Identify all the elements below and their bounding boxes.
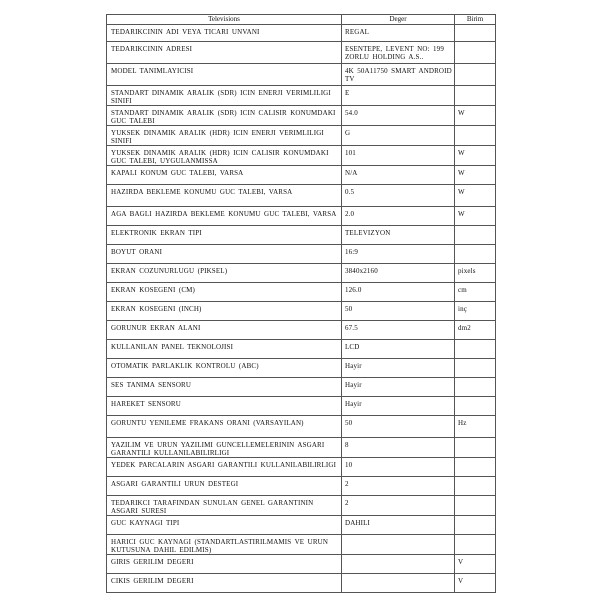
table-row (107, 359, 496, 378)
value-cell (342, 516, 455, 535)
table-row (107, 226, 496, 245)
table-row (107, 496, 496, 516)
value-cell (342, 477, 455, 496)
value-cell (342, 185, 455, 207)
parameter-value: G (345, 129, 351, 137)
unit-cell (455, 397, 496, 416)
value-cell (342, 574, 455, 593)
value-cell (342, 378, 455, 397)
table-row (107, 64, 496, 86)
parameter-label: GIRIS GERILIM DEGERI (111, 558, 194, 566)
parameter-unit: Hz (458, 419, 467, 427)
table-row (107, 516, 496, 535)
parameter-label: AGA BAGLI HAZIRDA BEKLEME KONUMU GUC TALEBI, VARSA (111, 210, 337, 218)
parameter-label: KULLANILAN PANEL TEKNOLOJISI (111, 343, 234, 351)
unit-cell (455, 574, 496, 593)
parameter-value: LCD (345, 343, 360, 351)
parameter-value: 101 (345, 149, 356, 157)
parameter-unit (455, 64, 495, 68)
table-row (107, 245, 496, 264)
parameter-unit: W (458, 109, 465, 117)
unit-cell (455, 146, 496, 166)
value-cell (342, 535, 455, 555)
value-cell (342, 264, 455, 283)
parameter-value: TELEVIZYON (345, 229, 391, 237)
value-cell (342, 340, 455, 359)
parameter-label: STANDART DINAMIK ARALIK (SDR) ICIN ENERJI VERIMLILIGI SINIFI (111, 89, 331, 105)
parameter-value: Hayir (345, 400, 362, 408)
value-cell (342, 283, 455, 302)
parameter-cell (107, 302, 342, 321)
unit-cell (455, 438, 496, 458)
table-row (107, 283, 496, 302)
parameter-value: 2 (345, 480, 349, 488)
parameter-cell (107, 438, 342, 458)
table-row (107, 438, 496, 458)
parameter-unit: pixels (458, 267, 476, 275)
value-cell (342, 496, 455, 516)
unit-cell (455, 496, 496, 516)
parameter-value: 4K 50A11750 SMART ANDROID TV (345, 67, 452, 83)
value-cell (342, 146, 455, 166)
parameter-label: GORUNTU YENILEME FRAKANS ORANI (VARSAYILAN) (111, 419, 304, 427)
table-row (107, 106, 496, 126)
parameter-unit (455, 477, 495, 481)
parameter-value: 8 (345, 441, 349, 449)
parameter-cell (107, 166, 342, 185)
parameter-unit: cm (458, 286, 467, 294)
parameter-value: ESENTEPE, LEVENT NO: 199 ZORLU HOLDING A.S.. (345, 45, 444, 61)
parameter-unit (455, 378, 495, 382)
value-cell (342, 226, 455, 245)
parameter-cell (107, 86, 342, 106)
table-row (107, 264, 496, 283)
header-televisions: Televisions (107, 15, 342, 25)
parameter-cell (107, 496, 342, 516)
parameter-unit (455, 340, 495, 344)
parameter-label: TEDARIKCI TARAFINDAN SUNULAN GENEL GARANTININ ASGARI SURESI (111, 499, 314, 515)
parameter-label: EKRAN KOSEGENI (INCH) (111, 305, 202, 313)
unit-cell (455, 458, 496, 477)
parameter-value: 126.0 (345, 286, 362, 294)
table-row (107, 416, 496, 438)
parameter-unit: W (458, 149, 465, 157)
unit-cell (455, 185, 496, 207)
value-cell (342, 25, 455, 42)
parameter-cell (107, 146, 342, 166)
parameter-value: 2 (345, 499, 349, 507)
parameter-unit (455, 25, 495, 29)
parameter-label: TEDARIKCININ ADRESI (111, 45, 193, 53)
parameter-label: STANDART DINAMIK ARALIK (SDR) ICIN CALISIR KONUMDAKI GUC TALEBI (111, 109, 336, 125)
parameter-unit (455, 226, 495, 230)
parameter-cell (107, 535, 342, 555)
unit-cell (455, 416, 496, 438)
parameter-value: 16:9 (345, 248, 359, 256)
parameter-cell (107, 42, 342, 64)
parameter-label: HAREKET SENSORU (111, 400, 181, 408)
table-row (107, 321, 496, 340)
table-row (107, 535, 496, 555)
unit-cell (455, 555, 496, 574)
header-deger: Deger (342, 15, 455, 25)
table-row (107, 574, 496, 593)
parameter-value: N/A (345, 169, 358, 177)
table-row (107, 185, 496, 207)
parameter-cell (107, 516, 342, 535)
parameter-unit (455, 359, 495, 363)
unit-cell (455, 207, 496, 226)
value-cell (342, 397, 455, 416)
unit-cell (455, 245, 496, 264)
parameter-label: OTOMATIK PARLAKLIK KONTROLU (ABC) (111, 362, 259, 370)
table-row (107, 555, 496, 574)
table-body (107, 25, 496, 593)
parameter-unit (455, 516, 495, 520)
parameter-value: 0.5 (345, 188, 355, 196)
parameter-unit (455, 42, 495, 46)
unit-cell (455, 86, 496, 106)
parameter-label: ELEKTRONIK EKRAN TIPI (111, 229, 202, 237)
value-cell (342, 245, 455, 264)
parameter-label: TEDARIKCININ ADI VEYA TICARI UNVANI (111, 28, 260, 36)
value-cell (342, 42, 455, 64)
value-cell (342, 64, 455, 86)
parameter-label: KAPALI KONUM GUC TALEBI, VARSA (111, 169, 244, 177)
table-row (107, 42, 496, 64)
parameter-value (342, 574, 454, 578)
parameter-unit: W (458, 188, 465, 196)
parameter-cell (107, 574, 342, 593)
value-cell (342, 555, 455, 574)
unit-cell (455, 166, 496, 185)
parameter-cell (107, 477, 342, 496)
parameter-unit: inç (458, 305, 468, 313)
parameter-unit (455, 397, 495, 401)
parameter-cell (107, 245, 342, 264)
parameter-value: DAHILI (345, 519, 371, 527)
parameter-label: EKRAN COZUNURLUGU (PIKSEL) (111, 267, 228, 275)
unit-cell (455, 359, 496, 378)
unit-cell (455, 477, 496, 496)
spec-sheet (106, 14, 495, 593)
parameter-unit (455, 535, 495, 539)
parameter-unit: V (458, 577, 464, 585)
unit-cell (455, 535, 496, 555)
unit-cell (455, 302, 496, 321)
parameter-cell (107, 185, 342, 207)
parameter-cell (107, 283, 342, 302)
value-cell (342, 126, 455, 146)
parameter-label: MODEL TANIMLAYICISI (111, 67, 194, 75)
value-cell (342, 106, 455, 126)
table-row (107, 378, 496, 397)
parameter-unit (455, 438, 495, 442)
table-row (107, 397, 496, 416)
value-cell (342, 86, 455, 106)
table-row (107, 25, 496, 42)
table-row (107, 340, 496, 359)
parameter-value: 50 (345, 305, 353, 313)
parameter-cell (107, 25, 342, 42)
value-cell (342, 416, 455, 438)
parameter-label: HAZIRDA BEKLEME KONUMU GUC TALEBI, VARSA (111, 188, 293, 196)
parameter-unit: W (458, 169, 465, 177)
parameter-cell (107, 397, 342, 416)
parameter-value: Hayir (345, 362, 362, 370)
parameter-value: 67.5 (345, 324, 358, 332)
parameter-value: 54.0 (345, 109, 358, 117)
table-row (107, 86, 496, 106)
parameter-label: SES TANIMA SENSORU (111, 381, 192, 389)
parameter-value: REGAL (345, 28, 370, 36)
product-info-table (106, 14, 496, 593)
parameter-value: E (345, 89, 350, 97)
parameter-unit: dm2 (458, 324, 471, 332)
parameter-label: BOYUT ORANI (111, 248, 163, 256)
value-cell (342, 166, 455, 185)
parameter-value: Hayir (345, 381, 362, 389)
value-cell (342, 359, 455, 378)
table-row (107, 477, 496, 496)
parameter-cell (107, 207, 342, 226)
parameter-value (342, 535, 454, 539)
parameter-label: GORUNUR EKRAN ALANI (111, 324, 201, 332)
parameter-cell (107, 340, 342, 359)
parameter-unit: W (458, 210, 465, 218)
table-row (107, 146, 496, 166)
table-row (107, 166, 496, 185)
parameter-cell (107, 64, 342, 86)
parameter-label: YAZILIM VE URUN YAZILIMI GUNCELLEMELERININ ASGARI GARANTILI KULLANILABILIRLIGI (111, 441, 325, 457)
table-row (107, 302, 496, 321)
parameter-unit (455, 126, 495, 130)
parameter-cell (107, 378, 342, 397)
table-row (107, 126, 496, 146)
parameter-label: CIKIS GERILIM DEGERI (111, 577, 194, 585)
table-row (107, 458, 496, 477)
parameter-cell (107, 416, 342, 438)
parameter-label: YUKSEK DINAMIK ARALIK (HDR) ICIN ENERJI VERIMLILIGI SINIFI (111, 129, 324, 145)
parameter-unit (455, 86, 495, 90)
unit-cell (455, 283, 496, 302)
parameter-cell (107, 126, 342, 146)
parameter-cell (107, 458, 342, 477)
parameter-label: GUC KAYNAGI TIPI (111, 519, 180, 527)
parameter-cell (107, 226, 342, 245)
parameter-label: ASGARI GARANTILI URUN DESTEGI (111, 480, 239, 488)
parameter-unit (455, 496, 495, 500)
parameter-label: YUKSEK DINAMIK ARALIK (HDR) ICIN CALISIR KONUMDAKI GUC TALEBI, UYGULANMISSA (111, 149, 329, 165)
table-row (107, 207, 496, 226)
parameter-cell (107, 321, 342, 340)
parameter-cell (107, 359, 342, 378)
parameter-value: 2.0 (345, 210, 355, 218)
parameter-cell (107, 106, 342, 126)
parameter-value: 10 (345, 461, 353, 469)
unit-cell (455, 516, 496, 535)
unit-cell (455, 64, 496, 86)
parameter-value: 50 (345, 419, 353, 427)
parameter-label: EKRAN KOSEGENI (CM) (111, 286, 196, 294)
table-header-row (107, 15, 496, 25)
parameter-unit: V (458, 558, 464, 566)
unit-cell (455, 226, 496, 245)
parameter-unit (455, 458, 495, 462)
parameter-cell (107, 555, 342, 574)
value-cell (342, 302, 455, 321)
parameter-unit (455, 245, 495, 249)
unit-cell (455, 378, 496, 397)
value-cell (342, 458, 455, 477)
parameter-value (342, 555, 454, 559)
header-birim: Birim (455, 15, 496, 25)
unit-cell (455, 126, 496, 146)
value-cell (342, 207, 455, 226)
value-cell (342, 321, 455, 340)
unit-cell (455, 25, 496, 42)
parameter-label: YEDEK PARCALARIN ASGARI GARANTILI KULLANILABILIRLIGI (111, 461, 337, 469)
unit-cell (455, 42, 496, 64)
parameter-cell (107, 264, 342, 283)
unit-cell (455, 321, 496, 340)
unit-cell (455, 106, 496, 126)
parameter-label: HARICI GUC KAYNAGI (STANDARTLASTIRILMAMIS VE URUN KUTUSUNA DAHIL EDILMIS) (111, 538, 329, 554)
unit-cell (455, 264, 496, 283)
value-cell (342, 438, 455, 458)
parameter-value: 3840x2160 (345, 267, 378, 275)
unit-cell (455, 340, 496, 359)
